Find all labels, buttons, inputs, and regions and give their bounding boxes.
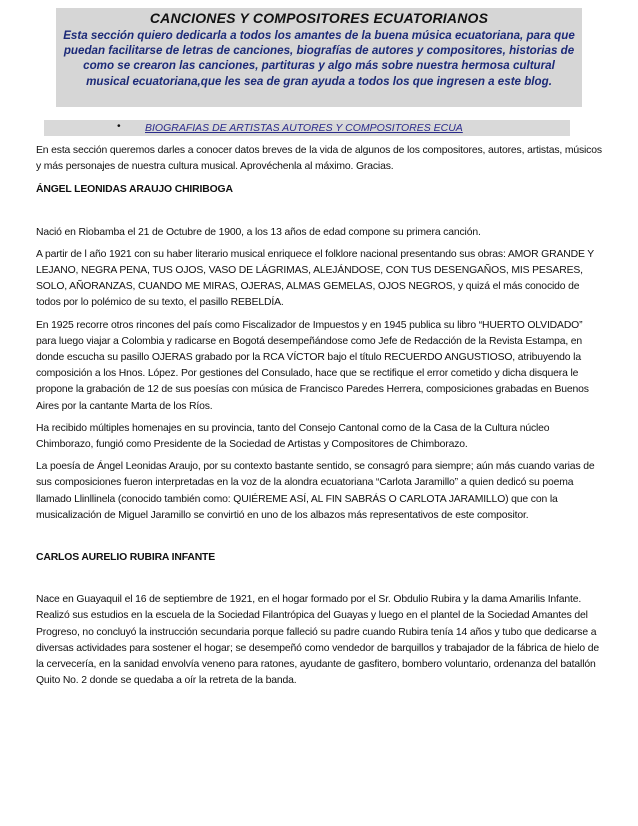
section-heading-rubira: CARLOS AURELIO RUBIRA INFANTE [36,552,216,564]
paragraph: En 1925 recorre otros rincones del país como Fiscalizador de Impuestos y en 1945 publica su libro “HUERTO OLVIDADO” para luego viajar a Colombia y radicarse en Bogotá desempeñándose como Jefe de Redacción de la Revista Estampa, en donde escucha su pasillo OJERAS grabado por la RCA VÍCTOR bajo el título RECUERDO ANGUSTIOSO, atribuyendo la composición a los Hnos. López. Por gestiones del Consulado, hace que se rectifique el error cometido y dicha disquera le propone la grabación de 12 de sus poesías con música de Francisco Paredes Herrera, composiciones grabadas en Buenos Aires por la cantante Marta de los Ríos. [36,319,589,412]
biographies-link[interactable]: BIOGRAFIAS DE ARTISTAS AUTORES Y COMPOSITORES ECUA [145,122,463,134]
article-intro: En esta sección queremos darles a conocer datos breves de la vida de algunos de los compositores, autores, artistas, músicos y más personajes de nuestra cultura musical. Aprovéchenla al máximo. Gracias. [36,145,602,173]
paragraph: Nació en Riobamba el 21 de Octubre de 1900, a los 13 años de edad compone su primera canción. [36,226,481,238]
paragraph: Nace en Guayaquil el 16 de septiembre de 1921, en el hogar formado por el Sr. Obdulio Rubira y la dama Amarilis Infante. Realizó sus estudios en la escuela de la Sociedad Filantrópica del Guayas y luego en el plantel de la Sociedad Amantes del Progreso, no concluyó la instrucción secundaria porque falleció su padre cuando Rubira tenía 14 años y tubo que dedicarse a diversas actividades para sostener el hogar; se desempeñó como vendedor de barquillos y trabajador de la fábrica de hielo de la cervecería, en la sanidad envolvía veneno para ratones, ayudante de gasfitero, bombero voluntario, ordenanza del batallón Quito No. 2 donde se quedaba a oír la retreta de la banda. [36,594,600,687]
blog-intro: Esta sección quiero dedicarla a todos los amantes de la buena música ecuatoriana, para que puedan facilitarse de letras de canciones, biografías de autores y compositores, historias de como se crearon las canciones, partituras y algo más sobre nuestra hermosa cultural musical ecuatoriana,que les sea de gran ayuda a todos los que ingresen a este blog. [63,29,575,88]
paragraph: Ha recibido múltiples homenajes en su provincia, tanto del Consejo Cantonal como de la Casa de la Cultura núcleo Chimborazo, fungió como Presidente de la Sociedad de Artistas y Compositores de Chimborazo. [36,422,550,451]
section-heading-araujo: ÁNGEL LEONIDAS ARAUJO CHIRIBOGA [36,184,233,196]
nav-bar [44,120,570,136]
blog-title: CANCIONES Y COMPOSITORES ECUATORIANOS [149,10,489,26]
article-body [36,143,602,689]
bullet-icon: • [117,121,121,132]
blog-header [56,8,582,107]
paragraph: A partir de l año 1921 con su haber literario musical enriquece el folklore nacional presentando sus obras: AMOR GRANDE Y LEJANO, NEGRA PENA, TUS OJOS, VASO DE LÁGRIMAS, ALEJÁNDOSE, CON TUS DESENGAÑOS, MIS PESARES, SOLO, AÑORANZAS, CUANDO ME MIRAS, OJERAS, ALMAS GEMELAS, OJOS NEGROS, y quizá el más conocido de todos por lo polémico de su texto, el pasillo REBELDÍA. [36,248,594,309]
paragraph: La poesía de Ángel Leonidas Araujo, por su contexto bastante sentido, se consagró para siempre; aún más cuando varias de sus composiciones fueron interpretadas en la voz de la alondra ecuatoriana “Carlota Jaramillo” a quien dedicó su poema llamado Llinllinela (conocido también como: QUIÉREME ASÍ, AL FIN SABRÁS O CARLOTA JARAMILLO) que con la musicalización de Miguel Jaramillo se convirtió en uno de los albazos más representativos de este compositor. [36,461,595,521]
